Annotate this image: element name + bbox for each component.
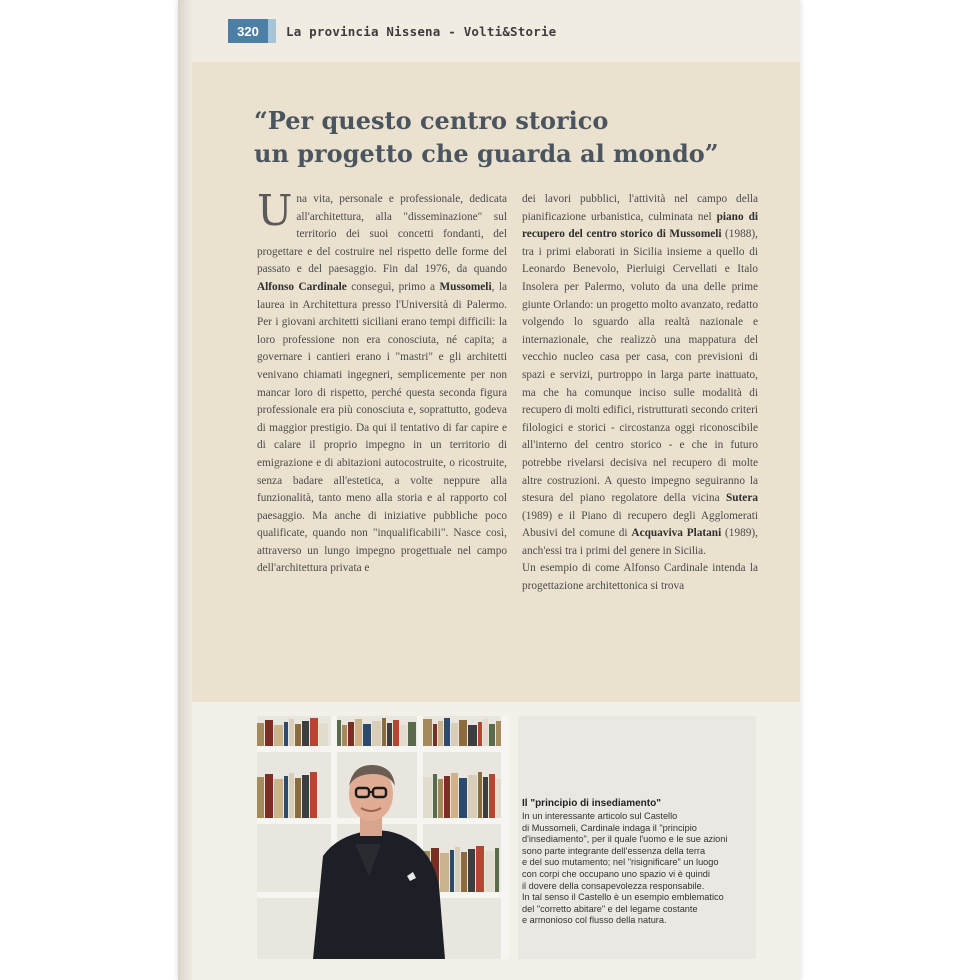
caption-line: del "corretto abitare" e del legame costante — [522, 903, 698, 914]
book-spine — [387, 723, 392, 746]
page-number: 320 — [228, 19, 268, 43]
text-run: (1989) e il Piano di recupero degli Agglomerati Abusivi del comune di — [522, 509, 758, 540]
book-spine — [455, 847, 460, 892]
book-spine — [274, 779, 283, 818]
book-spine — [451, 773, 458, 818]
book-spine — [289, 719, 294, 746]
paragraph-runs — [257, 193, 507, 574]
page-gutter-shadow — [178, 0, 192, 980]
book-spine — [284, 776, 288, 818]
headline-line-2: un progetto che guarda al mondo” — [254, 139, 719, 168]
portrait-photo — [257, 716, 509, 959]
book-spine — [257, 777, 264, 818]
article-paragraph-1 — [257, 191, 507, 578]
book-spine — [489, 724, 495, 746]
caption-title: Il "principio di insediamento" — [522, 798, 661, 809]
book-spine — [451, 723, 458, 746]
book-spine — [355, 719, 362, 746]
caption-line: di Mussomeli, Cardinale indaga il "principio — [522, 822, 697, 833]
book-spine — [302, 775, 309, 818]
text-run: conseguì, primo a — [346, 280, 440, 293]
book-spine — [310, 718, 318, 746]
book-spine — [478, 722, 482, 746]
bold-text-run: Acquaviva Platani — [631, 527, 722, 540]
bold-text-run: Alfonso Cardinale — [257, 280, 347, 293]
book-spine — [476, 846, 484, 892]
book-spine — [495, 848, 499, 892]
caption-line: In un interessante articolo sul Castello — [522, 811, 678, 821]
book-spine — [372, 721, 381, 746]
book-spine — [302, 721, 309, 746]
caption-line: d'insediamento", per il quale l'uomo e le sue azioni — [522, 834, 728, 845]
text-run: dei lavori pubblici, l'attività nel campo della pianificazione urbanistica, culminata nel — [522, 193, 758, 223]
text-run: (1988), tra i primi elaborati in Sicilia insieme a quello di Leonardo Benevolo, Pierluigi Cervellati e Italo Insolera per Palermo, voluto da una delle prime giunte Orlando: un progetto molto avanzato, redatto volgendo lo sguardo alla realtà nazionale e internazionale, che realizzò una mappatura del vecchio nucleo casa per casa, con previsioni di spazi e servizi, purtroppo in larga parte inattuato, ma che ha comunque inciso sulle modalità di recupero di molti edifici, ristrutturati secondo criteri filologici e storici - circostanza oggi riconoscibile all'interno del centro storico - e che in futuro potrebbe rivelarsi decisiva nel recupero di molte altre costruzioni. A questo impegno seguiranno la stesura del piano regolatore della vicina — [522, 228, 758, 505]
caption-line: e del suo mutamento; nel "risignificare" un luogo — [522, 857, 719, 868]
book-spine — [348, 722, 354, 746]
text-run: (1989), anch'essi tra i primi del genere in Sicilia. — [522, 527, 758, 557]
running-header-title: La provincia Nissena - Volti&Storie — [286, 23, 557, 39]
book-spine — [257, 723, 264, 746]
caption-line: In tal senso il Castello è un esempio emblematico — [522, 892, 724, 903]
book-spine — [284, 722, 288, 746]
article-column-right — [522, 191, 758, 671]
book-spine — [289, 773, 294, 818]
book-spine — [382, 718, 386, 746]
headline-line-1: “Per questo centro storico — [254, 106, 609, 135]
book-spine — [337, 720, 341, 746]
caption-line: il dovere della consapevolezza responsabile. — [522, 880, 705, 891]
article-paragraph-2 — [522, 191, 758, 560]
book-spine — [310, 772, 317, 818]
book-spine — [438, 779, 443, 818]
caption-line: e armonioso col flusso della natura. — [522, 915, 667, 926]
book-spine — [295, 778, 301, 818]
book-spine — [408, 722, 416, 746]
bold-text-run: Sutera — [725, 492, 758, 505]
book-spine — [423, 719, 432, 746]
book-spine — [265, 720, 273, 746]
book-spine — [468, 775, 477, 818]
bold-text-run: Mussomeli — [439, 280, 492, 293]
article-column-left — [257, 191, 507, 671]
bookshelf-portrait-image — [257, 716, 509, 959]
book-spine — [423, 777, 432, 818]
book-spine — [444, 776, 450, 818]
book-spine — [483, 777, 488, 818]
book-spine — [433, 724, 437, 746]
article-paragraph-3: Un esempio di come Alfonso Cardinale intenda la progettazione architettonica si trova — [522, 562, 758, 593]
book-spine — [400, 725, 407, 746]
book-spine — [265, 774, 273, 818]
book-spine — [393, 720, 399, 746]
book-spine — [342, 725, 347, 746]
text-run: , la laurea in Architettura presso l'Università di Palermo. Per i giovani architetti siciliani erano tempi difficili: la loro professione non era conosciuta, né capita; a governare i cantieri erano i "mastri" e gli architetti venivano chiamati ingegneri, semplicemente per non mancar loro di rispetto, perché questa seconda figura professionale era più conosciuta e, soprattutto, godeva di maggior prestigio. Da qui il tentativo di far capire e di calare il proprio impegno in un territorio di emigrazione e di abitazioni autocostruite, o ricostruite, senza badare all'estetica, a volte neppure alla funzionalità, tanto meno alla storia e al rapporto col paesaggio. Ma anche di iniziative pubbliche poco qualificate, quando non "inqualificabili". Nasce così, attraverso un lungo impegno progettuale nel campo dell'architettura privata e — [257, 280, 507, 575]
book-spine — [459, 778, 467, 818]
caption-text — [522, 811, 754, 927]
book-spine — [274, 725, 283, 746]
page-number-tab — [268, 19, 276, 43]
drop-cap: U — [257, 191, 293, 235]
book-spine — [319, 723, 328, 746]
book-spine — [459, 720, 467, 746]
bold-text-run: piano di recupero del centro storico di Mussomeli — [522, 210, 758, 241]
book-spine — [496, 779, 501, 818]
book-spine — [478, 772, 482, 818]
book-spine — [295, 724, 301, 746]
book-spine — [433, 774, 437, 818]
book-spine — [468, 725, 477, 746]
book-spine — [444, 718, 450, 746]
book-spine — [496, 721, 501, 746]
article-headline — [254, 104, 774, 170]
book-spine — [438, 721, 443, 746]
text-run: na vita, personale e professionale, dedicata all'architettura, alla "disseminazione" sul territorio dei suoi concetti fondanti, del progettare e del costruire nel rispetto delle forme del passato e del paesaggio. Fin dal 1976, da quando — [257, 193, 507, 276]
caption-line: sono parte integrante dell'essenza della terra — [522, 845, 706, 856]
book-spine — [485, 851, 494, 892]
page-header — [228, 18, 556, 44]
book-spine — [489, 774, 495, 818]
book-spine — [468, 849, 475, 892]
book-spine — [461, 852, 467, 892]
book-spine — [363, 724, 371, 746]
book-spine — [483, 719, 488, 746]
caption-line: con corpi che occupano uno spazio vi è quindi — [522, 868, 710, 879]
book-spine — [440, 853, 449, 892]
book-spine — [450, 850, 454, 892]
